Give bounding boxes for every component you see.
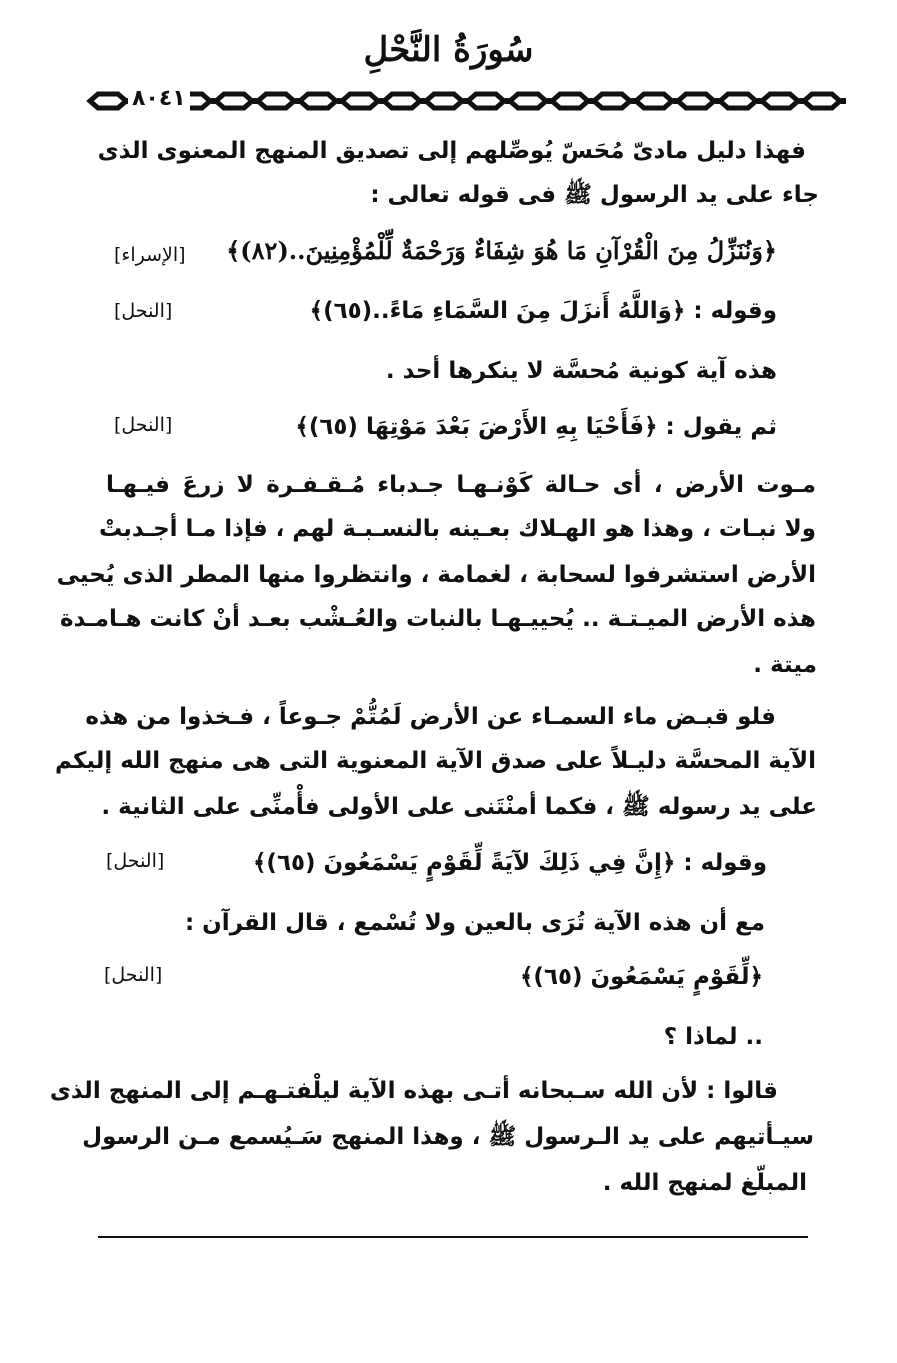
- chain-link: [720, 94, 756, 108]
- text-line-8: ولا نبـات ، وهذا هو الهـلاك بعـينه بالنسـبـة لهم ، فإذا مـا أجـدبتْ: [98, 516, 816, 542]
- text-line-7: مـوت الأرض ، أى حـالة كَوْنـهـا جـدباء مُـقـفـرة لا زرعَ فيـهـا: [106, 472, 816, 498]
- text-line-16: مع أن هذه الآية تُرَى بالعين ولا تُسْمع ، قال القرآن :: [184, 910, 765, 936]
- chain-link: [678, 94, 714, 108]
- text-line-10: هذه الأرض الميـتـة .. يُحييـهـا بالنبات والعُـشْب بعـد أنْ كانت هـامـدة: [59, 606, 816, 632]
- chain-link: [468, 94, 504, 108]
- text-line-11: ميتة .: [753, 652, 817, 678]
- text-line-20: سيـأتيهم على يد الـرسول ﷺ ، وهذا المنهج سَـيُسمع مـن الرسول: [82, 1124, 814, 1150]
- ref-nahl-1: [النحل]: [114, 300, 173, 322]
- chain-link: [762, 94, 798, 108]
- chain-link: [300, 94, 336, 108]
- footnote-separator-rule: [98, 1236, 808, 1238]
- chain-link: [90, 94, 126, 108]
- chain-link: [804, 94, 840, 108]
- text-line-5: هذه آية كونية مُحسَّة لا ينكرها أحد .: [385, 358, 777, 384]
- text-line-2: جاء على يد الرسول ﷺ فى قوله تعالى :: [370, 182, 819, 208]
- ref-nahl-3: [النحل]: [106, 850, 165, 872]
- text-line-18: .. لماذا ؟: [663, 1024, 763, 1050]
- chain-link: [426, 94, 462, 108]
- text-line-9: الأرض استشرفوا لسحابة ، لغمامة ، وانتظروا منها المطر الذى يُحيى: [56, 562, 816, 588]
- verse-nahl-65-d: ﴿لِّقَوْمٍ يَسْمَعُونَ (٦٥)﴾: [519, 964, 763, 990]
- verse-nahl-65-a: وقوله : ﴿وَاللَّهُ أَنزَلَ مِنَ السَّمَاءِ مَاءً..(٦٥)﴾: [309, 298, 777, 324]
- ref-nahl-2: [النحل]: [114, 414, 173, 436]
- chain-link: [552, 94, 588, 108]
- text-line-13: الآية المحسَّة دليـلاً على صدق الآية المعنوية التى هى منهج الله إليكم: [54, 748, 816, 774]
- surah-title: سُورَةُ النَّحْلِ: [363, 30, 534, 70]
- ref-nahl-4: [النحل]: [104, 964, 163, 986]
- text-line-1: فهذا دليل مادىّ مُحَسّ يُوصِّلهم إلى تصديق المنهج المعنوى الذى: [97, 138, 806, 164]
- chain-link: [636, 94, 672, 108]
- chain-link: [258, 94, 294, 108]
- ref-isra: [الإسراء]: [114, 244, 186, 266]
- verse-nahl-65-c: وقوله : ﴿إِنَّ فِي ذَلِكَ لآيَةً لِّقَوْمٍ يَسْمَعُونَ (٦٥)﴾: [252, 850, 767, 876]
- chain-link: [510, 94, 546, 108]
- chain-link: [594, 94, 630, 108]
- verse-isra-82: ﴿وَنُنَزِّلُ مِنَ الْقُرْآنِ مَا هُوَ شِفَاءٌ وَرَحْمَةٌ لِّلْمُؤْمِنِينَ..(٨٢)﴾: [226, 236, 777, 265]
- text-line-14: على يد رسوله ﷺ ، فكما أمنْتَنى على الأولى فأْمنِّى على الثانية .: [101, 794, 817, 820]
- chain-link: [342, 94, 378, 108]
- chain-link: [216, 94, 252, 108]
- ornamental-chain-divider: [84, 88, 854, 114]
- chain-bead: [841, 98, 846, 104]
- chain-link: [384, 94, 420, 108]
- text-line-12: فلو قبـض ماء السمـاء عن الأرض لَمُتُّمْ جـوعاً ، فـخذوا من هذه: [85, 704, 776, 730]
- text-line-19: قالوا : لأن الله سـبحانه أتـى بهذه الآية ليلْفتـهـم إلى المنهج الذى: [49, 1078, 778, 1104]
- page-number: ٨٠٤١: [128, 86, 190, 111]
- verse-nahl-65-b: ثم يقول : ﴿فَأَحْيَا بِهِ الأَرْضَ بَعْدَ مَوْتِهَا (٦٥)﴾: [295, 414, 777, 440]
- text-line-21: المبلّغ لمنهج الله .: [602, 1170, 807, 1196]
